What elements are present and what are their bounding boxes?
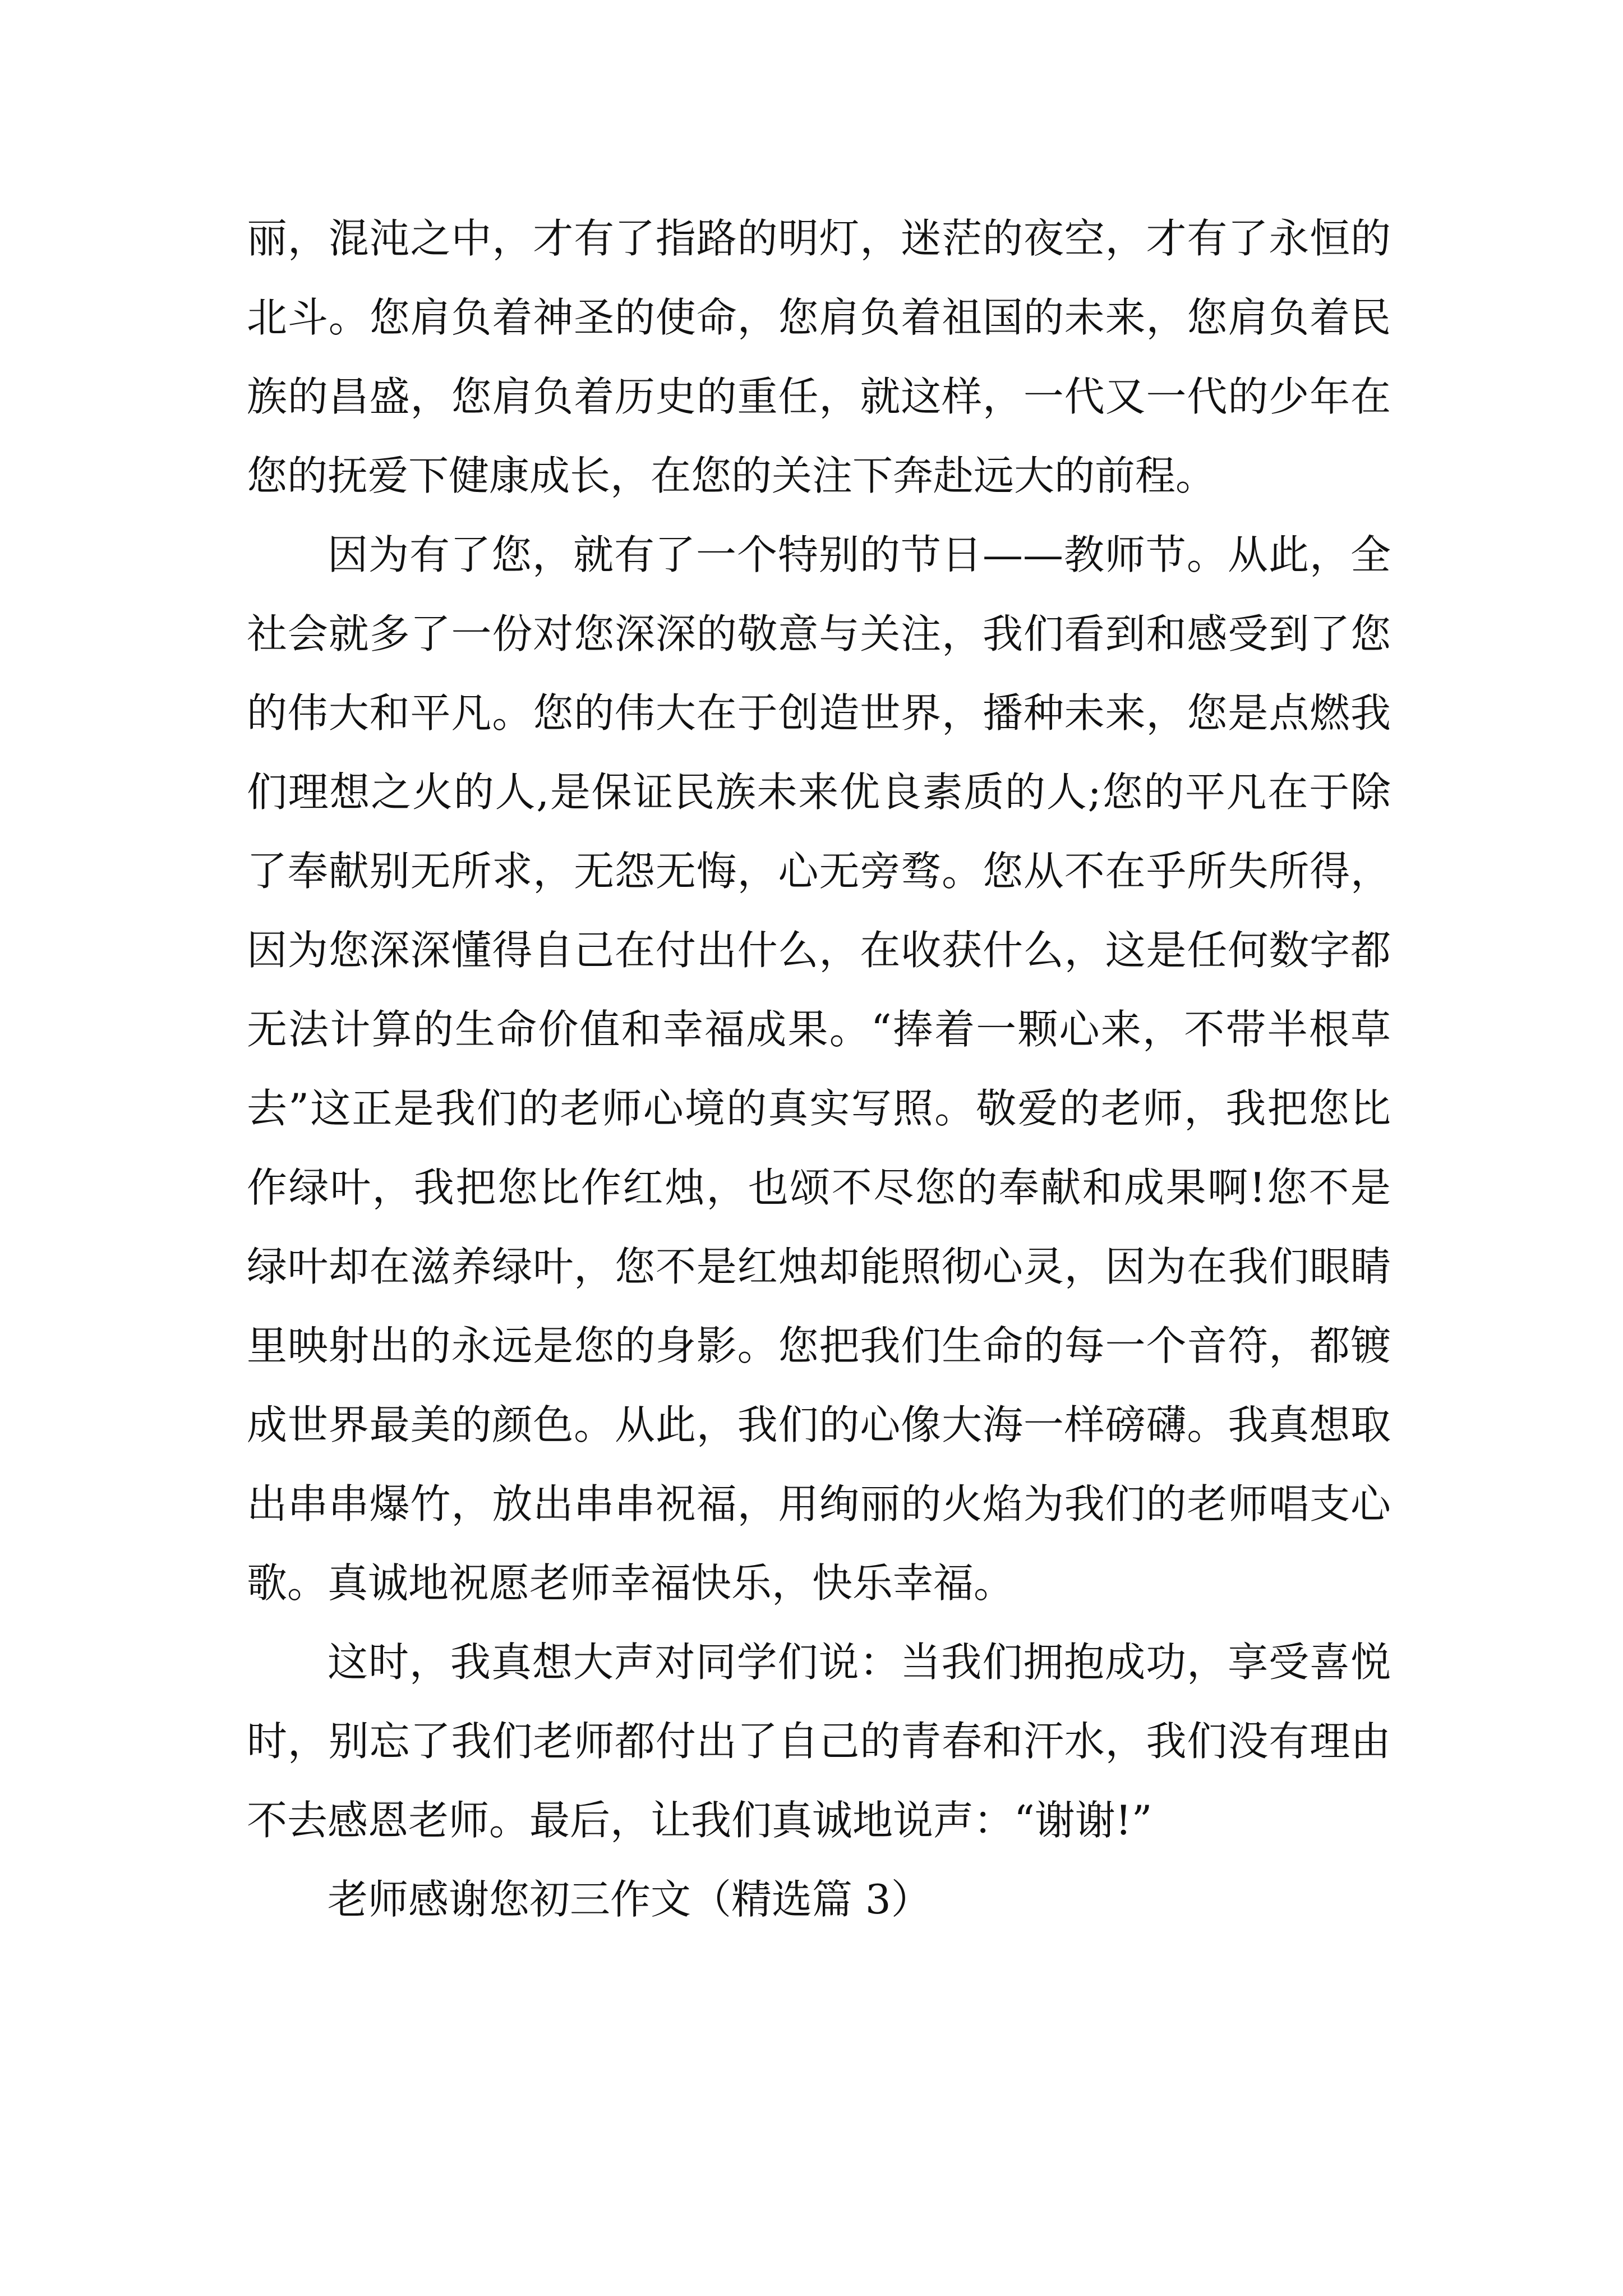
paragraph-teachers-day: 因为有了您，就有了一个特别的节日——教师节。从此，全社会就多了一份对您深深的敬意与关注，我们看到和感受到了您的伟大和平凡。您的伟大在于创造世界，播种未来，您是点燃我们理想之火的人,是保证民族未来优良素质的人;您的平凡在于除了奉献别无所求，无怨无悔，心无旁骛。您从不在乎所失所得，因为您深深懂得自己在付出什么，在收获什么，这是任何数字都无法计算的生命价值和幸福成果。“捧着一颗心来，不带半根草去”这正是我们的老师心境的真实写照。敬爱的老师，我把您比作绿叶，我把您比作红烛，也颂不尽您的奉献和成果啊!您不是绿叶却在滋养绿叶，您不是红烛却能照彻心灵，因为在我们眼睛里映射出的永远是您的身影。您把我们生命的每一个音符，都镀成世界最美的颜色。从此，我们的心像大海一样磅礴。我真想取出串串爆竹，放出串串祝福，用绚丽的火焰为我们的老师唱支心歌。真诚地祝愿老师幸福快乐，快乐幸福。 (247, 531, 1391, 1607)
paragraph-gratitude: 这时，我真想大声对同学们说：当我们拥抱成功，享受喜悦时，别忘了我们老师都付出了自己的青春和汗水，我们没有理由不去感恩老师。最后，让我们真诚地说声：“谢谢!” (247, 1639, 1391, 1844)
section-heading: 老师感谢您初三作文（精选篇 3） (328, 1876, 932, 1923)
paragraph-continuation: 丽，混沌之中，才有了指路的明灯，迷茫的夜空，才有了永恒的北斗。您肩负着神圣的使命，您肩负着祖国的未来，您肩负着民族的昌盛，您肩负着历史的重任，就这样，一代又一代的少年在您的抚爱下健康成长，在您的关注下奔赴远大的前程。 (247, 215, 1391, 499)
essay-body (247, 199, 1391, 1939)
